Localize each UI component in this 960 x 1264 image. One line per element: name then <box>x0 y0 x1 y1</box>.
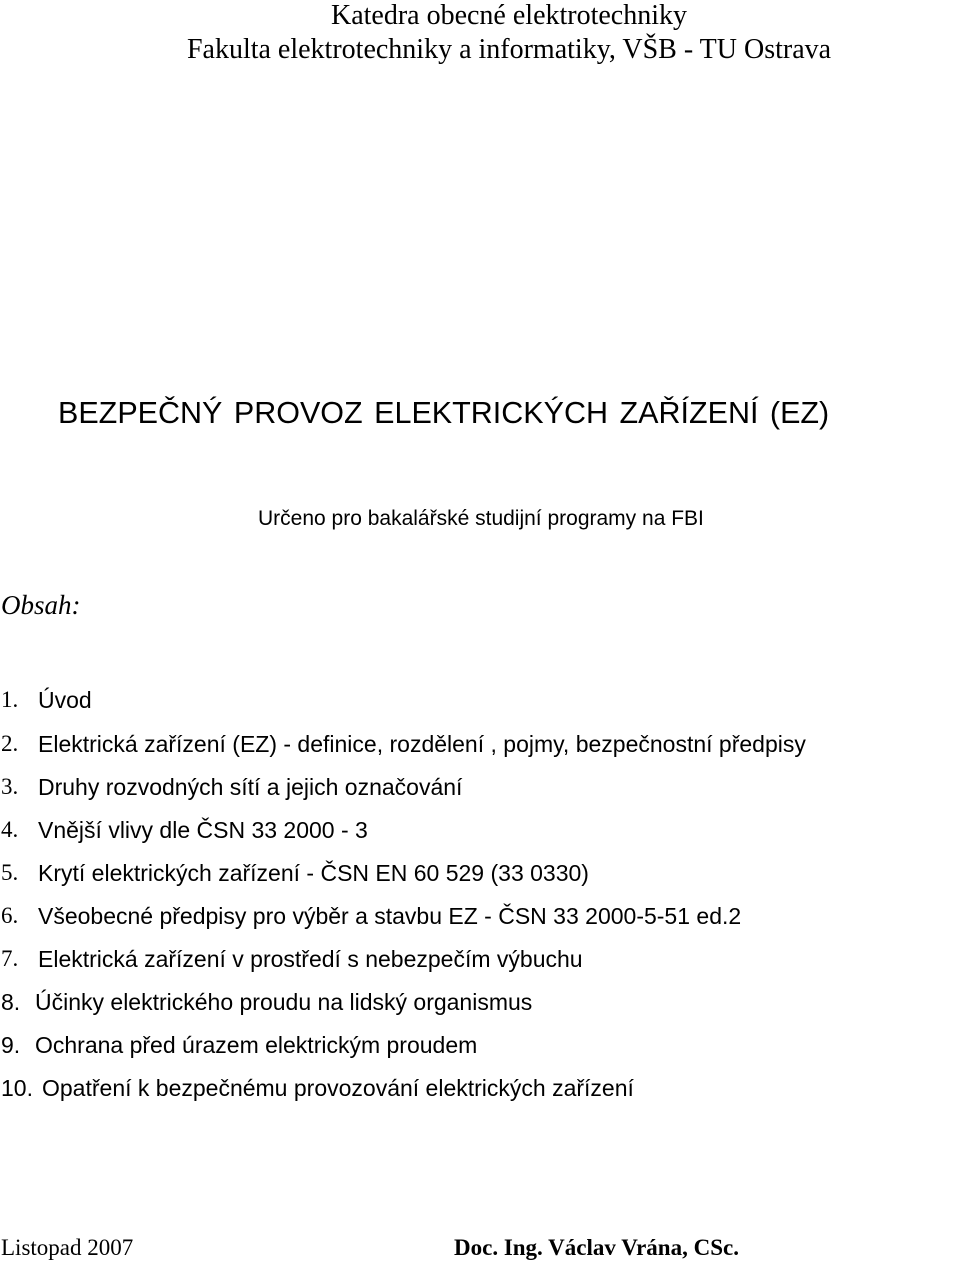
department-name: Katedra obecné elektrotechniky <box>330 0 688 31</box>
toc-item-label: Druhy rozvodných sítí a jejich označování <box>38 774 463 800</box>
toc-item-number: 4. <box>1 817 19 842</box>
toc-item-number: 10. <box>1 1075 33 1101</box>
faculty-name: Fakulta elektrotechniky a informatiky, VŠB - TU Ostrava <box>186 34 832 65</box>
footer-date: Listopad 2007 <box>1 1235 134 1260</box>
toc-item-label: Vnější vlivy dle ČSN 33 2000 - 3 <box>38 817 368 843</box>
toc-item-number: 8. <box>1 989 21 1015</box>
document-subtitle: Určeno pro bakalářské studijní programy na FBI <box>258 507 704 530</box>
toc-item-number: 5. <box>1 860 19 885</box>
toc-item-label: Elektrická zařízení (EZ) - definice, rozdělení , pojmy, bezpečnostní předpisy <box>38 731 806 757</box>
toc-item-label: Všeobecné předpisy pro výběr a stavbu EZ - ČSN 33 2000-5-51 ed.2 <box>38 903 742 929</box>
toc-item-number: 9. <box>1 1032 21 1058</box>
toc-item-label: Krytí elektrických zařízení - ČSN EN 60 529 (33 0330) <box>38 860 589 886</box>
contents-label: Obsah: <box>1 590 81 620</box>
toc-item-number: 3. <box>1 774 19 799</box>
toc-item-number: 2. <box>1 731 19 756</box>
toc-item-number: 7. <box>1 946 19 971</box>
document-title: BEZPEČNÝ PROVOZ ELEKTRICKÝCH ZAŘÍZENÍ (EZ) <box>58 396 830 430</box>
toc-item-label: Úvod <box>38 687 92 713</box>
toc-item-number: 6. <box>1 903 19 928</box>
header <box>0 0 960 67</box>
toc-item-label: Ochrana před úrazem elektrickým proudem <box>35 1032 478 1058</box>
toc-item-label: Účinky elektrického proudu na lidský organismus <box>35 989 533 1015</box>
toc-item-label: Elektrická zařízení v prostředí s nebezpečím výbuchu <box>38 946 583 972</box>
toc-item-label: Opatření k bezpečnému provozování elektrických zařízení <box>42 1075 634 1101</box>
footer-author: Doc. Ing. Václav Vrána, CSc. <box>454 1235 739 1260</box>
toc-item-number: 1. <box>1 687 19 712</box>
